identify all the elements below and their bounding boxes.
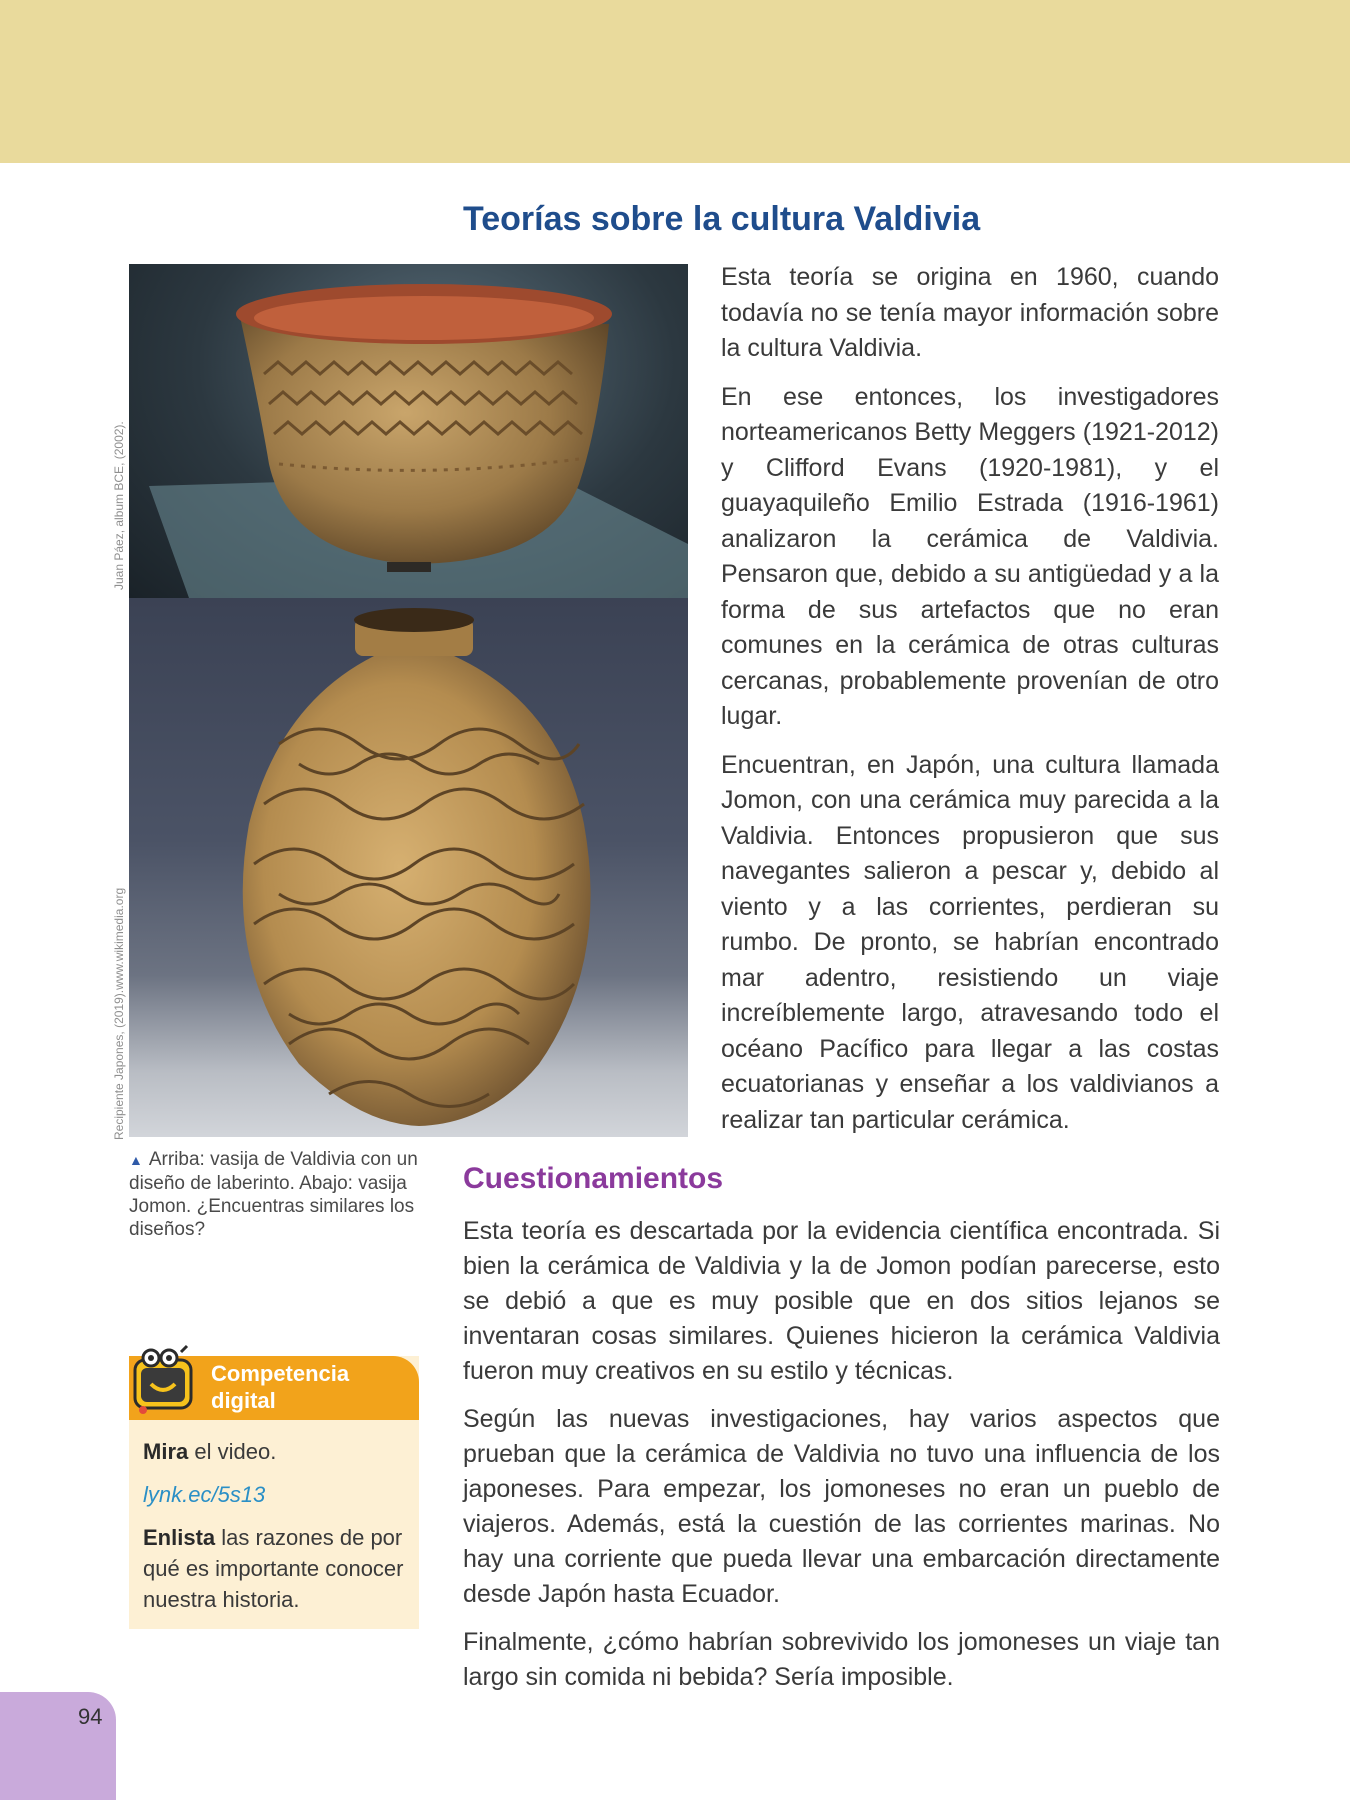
- competencia-title: Competencia digital: [211, 1361, 350, 1413]
- questions-paragraph: Según las nuevas investigaciones, hay varios aspectos que prueban que la cerámica de Valdivia no tuvo una influencia de los japoneses. Para empezar, los jomoneses no eran un pueblo de viajeros. Además, está la cuestión de las corrientes marinas. No hay una corriente que pueda llevar una embarcación directamente desde Japón hasta Ecuador.: [463, 1405, 1220, 1608]
- list-rest: las razones de por qué es importante conocer nuestra historia.: [143, 1525, 404, 1612]
- questions-paragraph: Esta teoría es descartada por la evidencia científica encontrada. Si bien la cerámica de Valdivia y la de Jomon podían parecerse, esto se debió a que es muy posible que en dos sitios lejanos se inventaran cosas similares. Quienes hicieron la cerámica Valdivia fueron muy creativos en su estilo y técnicas.: [463, 1217, 1220, 1385]
- video-link-line: [143, 1479, 413, 1510]
- photo-credit-bottom: Recipiente Japones, (2019).www.wikimedia.org: [112, 887, 126, 1140]
- competencia-body: [143, 1436, 413, 1627]
- robot-mascot-icon: [123, 1344, 203, 1424]
- photo-caption: [129, 1148, 419, 1241]
- watch-rest: el video.: [188, 1439, 277, 1464]
- video-link[interactable]: lynk.ec/5s13: [143, 1482, 266, 1507]
- theory-paragraph: Esta teoría se origina en 1960, cuando todavía no se tenía mayor información sobre la cultura Valdivia.: [721, 263, 1219, 362]
- competencia-digital-box: [129, 1356, 419, 1629]
- caption-text: Arriba: vasija de Valdivia con un diseño de laberinto. Abajo: vasija Jomon. ¿Encuentras similares los diseños?: [129, 1149, 418, 1240]
- questions-paragraph: Finalmente, ¿cómo habrían sobrevivido los jomoneses un viaje tan largo sin comida ni bebida? Sería imposible.: [463, 1628, 1220, 1691]
- page-title: Teorías sobre la cultura Valdivia: [463, 200, 981, 238]
- jomon-vase: [243, 608, 591, 1126]
- list-instruction: [143, 1522, 413, 1615]
- theory-text: [721, 260, 1219, 1151]
- pottery-photo: [129, 264, 688, 1137]
- list-verb: Enlista: [143, 1525, 216, 1550]
- theory-paragraph: En ese entonces, los investigadores norteamericanos Betty Meggers (1921-2012) y Clifford Evans (1920-1981), y el guayaquileño Emilio Estrada (1916-1961) analizaron la cerámica de Valdivia. Pensaron que, debido a su antigüedad y a la forma de sus artefactos que no eran comunes en la cerámica de otras culturas cercanas, probablemente provenían de otro lugar.: [721, 382, 1219, 730]
- watch-instruction: [143, 1436, 413, 1467]
- page-number: 94: [78, 1704, 103, 1729]
- photo-credit-top: Juan Páez, album BCE, (2002).: [112, 421, 126, 590]
- caption-triangle-icon: ▲: [129, 1152, 143, 1168]
- questions-text: [463, 1214, 1220, 1708]
- header-band: [0, 0, 1350, 163]
- pottery-illustration: [129, 264, 688, 1137]
- theory-paragraph: Encuentran, en Japón, una cultura llamada Jomon, con una cerámica muy parecida a la Valdivia. Entonces propusieron que sus navegantes salieron a pescar y, debido al viento y a las corrientes, perdieran su rumbo. De pronto, se habrían encontrado mar adentro, resistiendo un viaje increíblemente largo, atravesando todo el océano Pacífico para llegar a las costas ecuatorianas y enseñar a los valdivianos a realizar tan particular cerámica.: [721, 750, 1219, 1134]
- section-subtitle: Cuestionamientos: [463, 1162, 724, 1195]
- watch-verb: Mira: [143, 1439, 189, 1464]
- page-number-tab: [0, 1692, 116, 1800]
